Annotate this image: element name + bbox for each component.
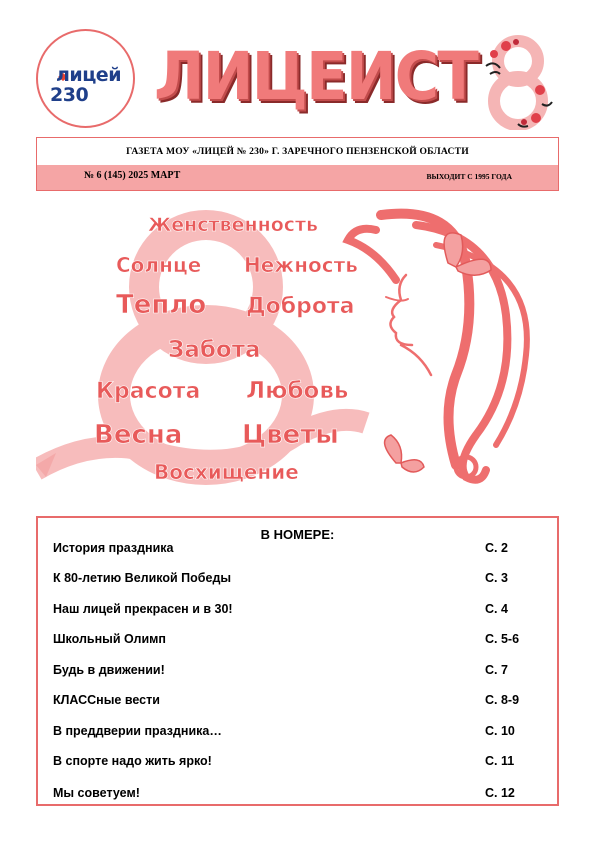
logo-text-line1: лицей [56,64,122,86]
toc-item-title: К 80-летию Великой Победы [53,571,232,585]
toc-item[interactable] [53,786,557,802]
word: Весна [94,420,183,450]
toc-item-title: В преддверии праздника… [53,724,222,738]
toc-item[interactable] [53,541,557,557]
word: Нежность [244,253,358,277]
toc-item-title: В спорте надо жить ярко! [53,754,212,768]
march-8-flower-icon [478,34,558,130]
published-since: ВЫХОДИТ С 1995 ГОДА [426,172,512,181]
toc-item-title: Школьный Олимп [53,632,166,646]
word: Любовь [246,378,349,404]
toc-item-page: С. 5-6 [485,632,520,646]
publication-info [36,137,559,191]
toc-item[interactable] [53,663,557,679]
table-of-contents [36,516,559,806]
toc-item-title: Наш лицей прекрасен и в 30! [53,602,233,616]
issue-band [37,165,558,190]
school-logo [36,29,135,128]
woman-silhouette [348,214,527,480]
toc-item[interactable] [53,632,557,648]
word: Тепло [116,290,207,320]
toc-item-title: КЛАССные вести [53,693,160,707]
toc-item[interactable] [53,602,557,618]
logo-text-line2: 230 [50,84,89,106]
word: Восхищение [154,460,299,484]
toc-item-page: С. 10 [485,724,515,738]
toc-item-page: С. 3 [485,571,508,585]
toc-item-page: С. 8-9 [485,693,520,707]
toc-item-page: С. 4 [485,602,508,616]
toc-item-page: С. 12 [485,786,515,800]
toc-item[interactable] [53,724,557,740]
word: Красота [96,379,201,404]
toc-item-title: Мы советуем! [53,786,140,800]
publisher-line: ГАЗЕТА МОУ «ЛИЦЕЙ № 230» Г. ЗАРЕЧНОГО ПЕНЗЕНСКОЙ ОБЛАСТИ [37,138,558,165]
newspaper-title: ЛИЦЕИСТ [154,38,477,115]
word: Солнце [116,253,202,277]
toc-item-title: История праздника [53,541,174,555]
toc-item-page: С. 11 [485,754,515,768]
issue-number: № 6 (145) 2025 МАРТ [84,170,181,181]
toc-item[interactable] [53,693,557,709]
word: Цветы [242,420,339,450]
toc-item[interactable] [53,754,557,770]
word: Женственность [148,214,319,236]
toc-item[interactable] [53,571,557,587]
butterfly-icon [385,435,424,472]
womens-day-illustration [36,205,559,495]
word: Забота [168,337,261,363]
toc-item-title: Будь в движении! [53,663,165,677]
word: Доброта [246,294,355,319]
toc-item-page: С. 7 [485,663,508,677]
toc-title: В НОМЕРЕ: [260,527,335,542]
toc-item-page: С. 2 [485,541,508,555]
